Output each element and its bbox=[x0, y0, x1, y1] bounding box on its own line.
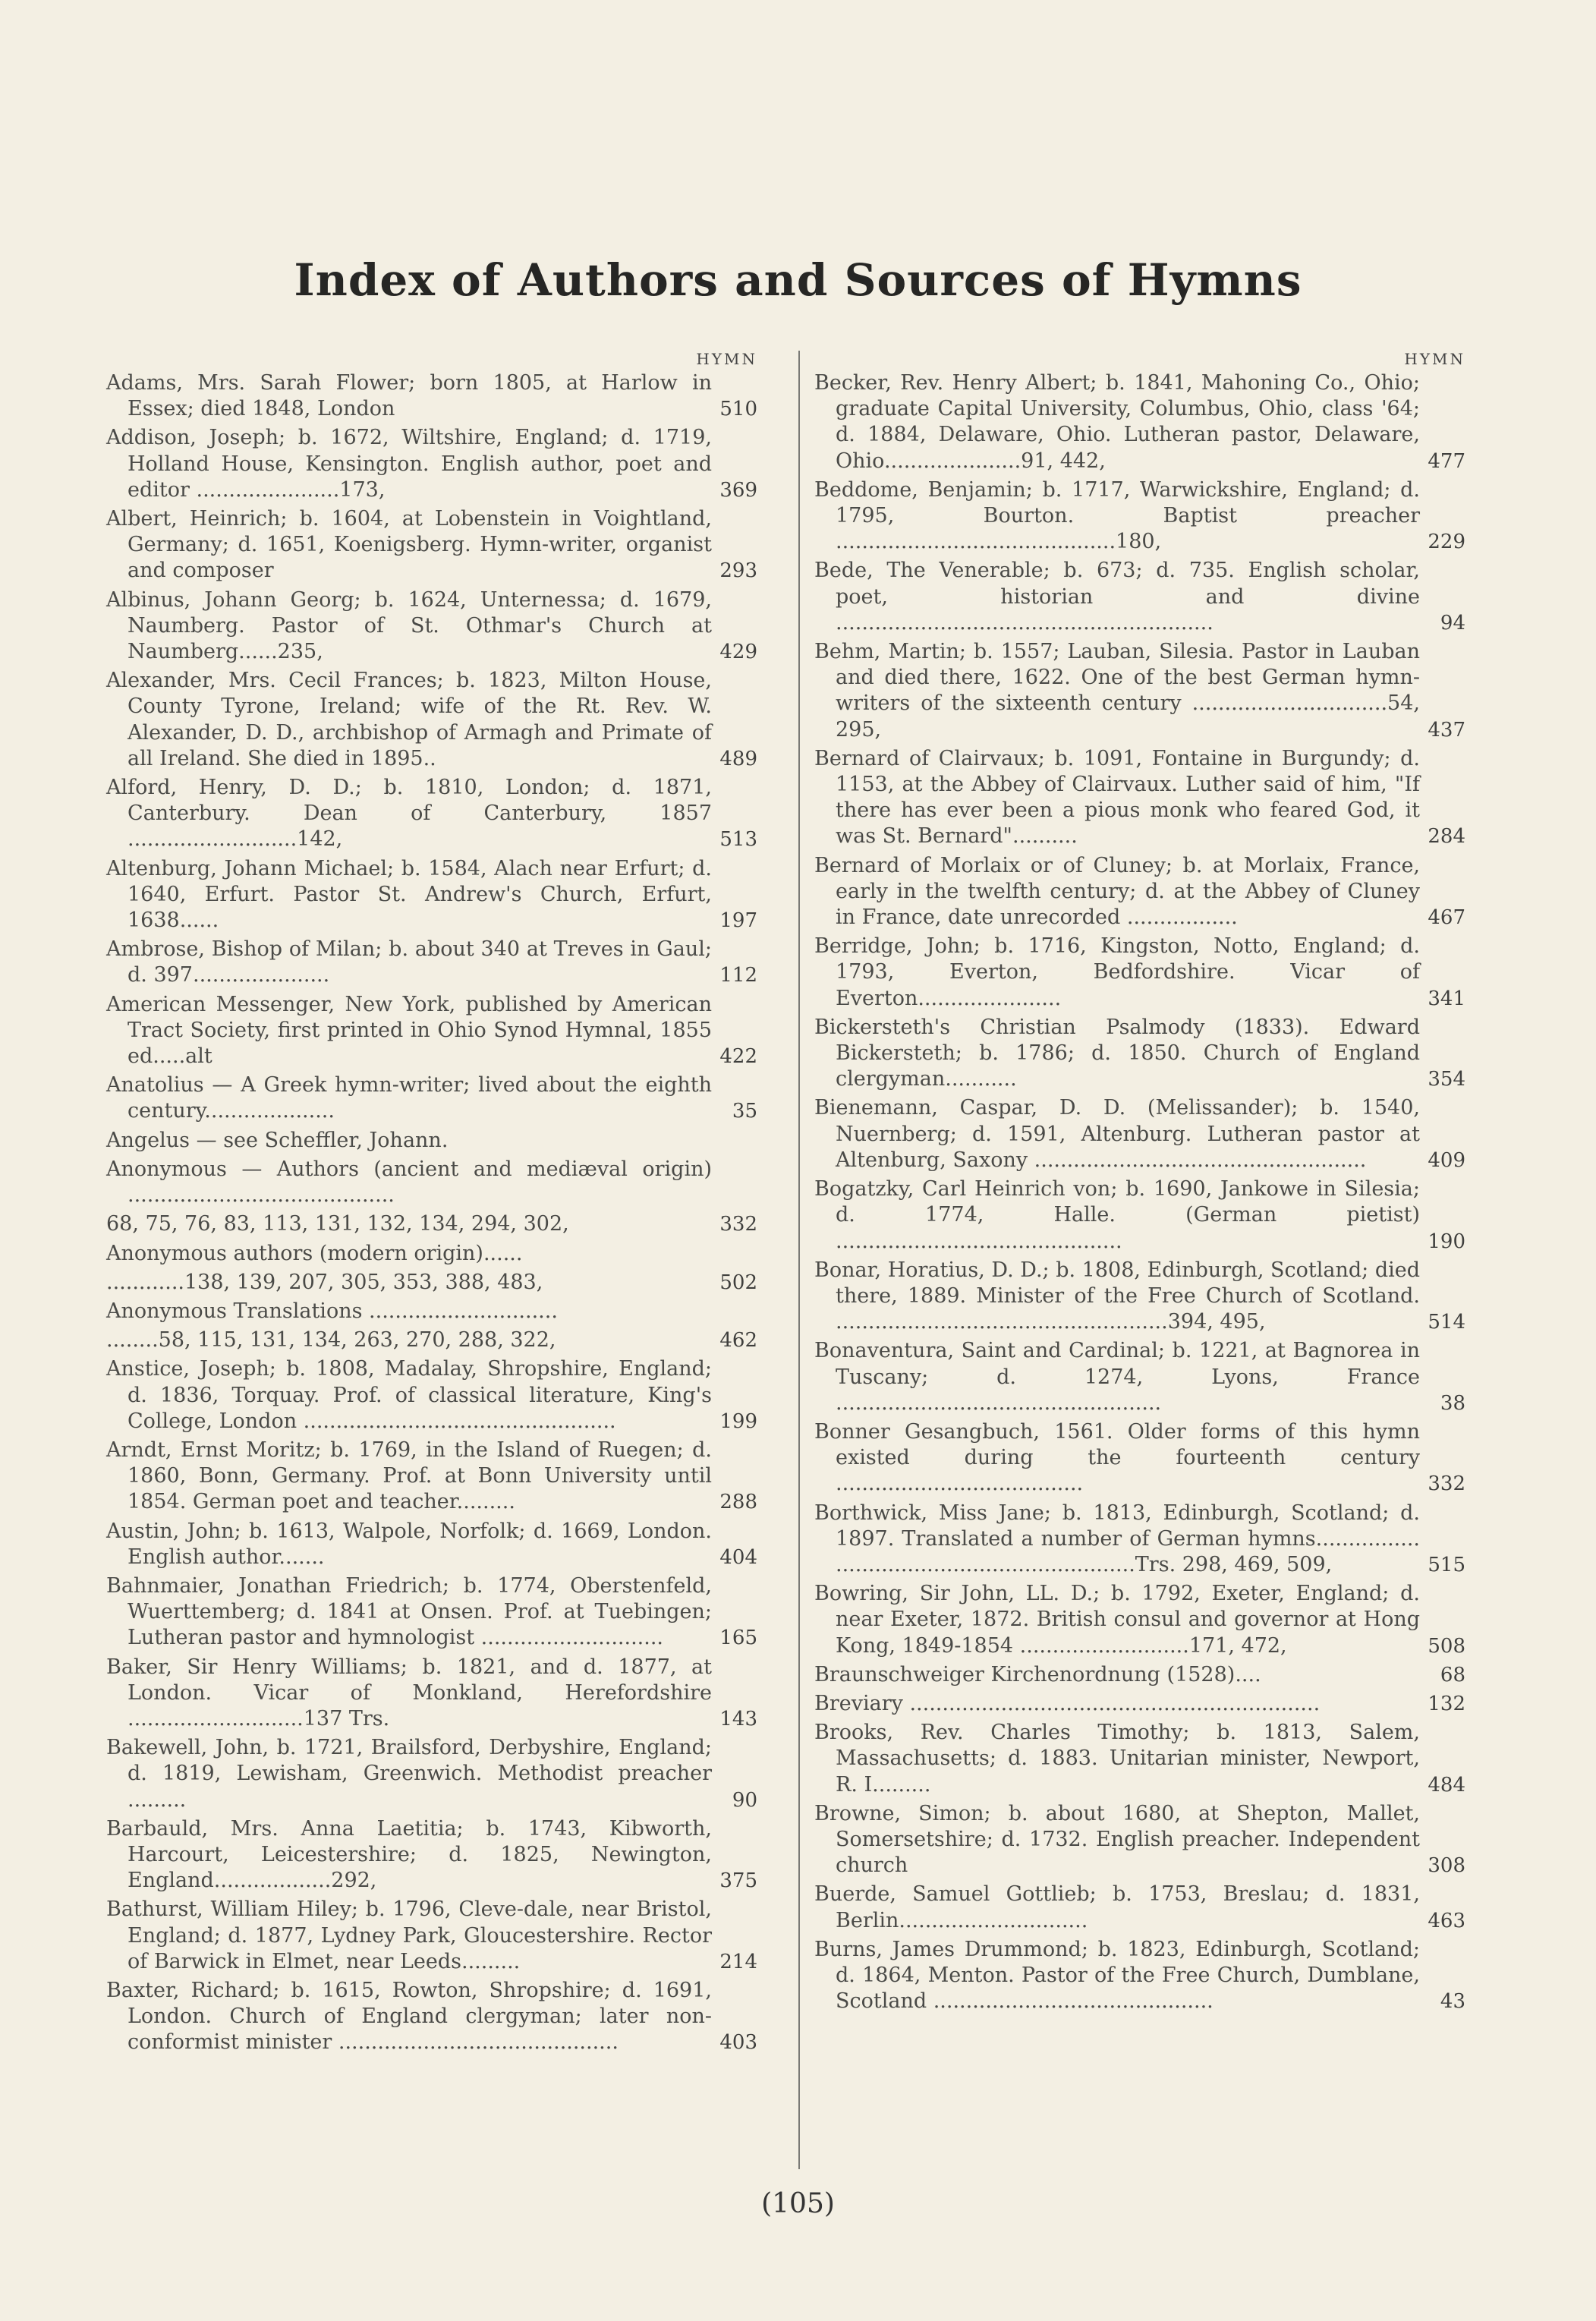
hymn-number: 409 bbox=[1428, 1148, 1465, 1172]
hymn-number: 467 bbox=[1428, 906, 1465, 930]
index-entry bbox=[106, 856, 757, 934]
entry-text: Bernard of Clairvaux; b. 1091, Fontaine in Burgundy; d. 1153, at the Abbey of Clairvaux. Luther said of him, "If there has ever been a pious monk who feared God, it was St. Bernard".......... bbox=[814, 746, 1420, 849]
entry-text: Barbauld, Mrs. Anna Laetitia; b. 1743, Kibworth, Harcourt, Leicestershire; d. 1825, Newington, England..................292, bbox=[106, 1816, 712, 1893]
hymn-number: 404 bbox=[719, 1545, 757, 1569]
hymn-number: 422 bbox=[719, 1045, 757, 1069]
hymn-number: 43 bbox=[1440, 1990, 1465, 2014]
hymn-number: 132 bbox=[1428, 1692, 1465, 1715]
index-entry bbox=[106, 1356, 757, 1434]
index-entry bbox=[106, 1816, 757, 1894]
entry-text: Braunschweiger Kirchenordnung (1528).... bbox=[814, 1662, 1261, 1686]
entry-text: Adams, Mrs. Sarah Flower; born 1805, at Harlow in Essex; died 1848, London bbox=[106, 371, 712, 421]
index-entry bbox=[814, 1691, 1465, 1717]
entry-text: Browne, Simon; b. about 1680, at Shepton, Mallet, Somersetshire; d. 1732. English preacher. Independent church bbox=[814, 1801, 1420, 1878]
entry-text: Baker, Sir Henry Williams; b. 1821, and d. 1877, at London. Vicar of Monkland, Herefordshire ...........................137 Trs. bbox=[106, 1655, 712, 1731]
hymn-number: 293 bbox=[719, 559, 757, 583]
entry-text: Berridge, John; b. 1716, Kingston, Notto, England; d. 1793, Everton, Bedfordshire. Vicar of Everton...................... bbox=[814, 934, 1420, 1010]
index-entry bbox=[106, 1897, 757, 1975]
entry-text: Alexander, Mrs. Cecil Frances; b. 1823, Milton House, County Tyrone, Ireland; wife of the Rt. Rev. W. Alexander, D. D., archbishop of Armagh and Primate of all Ireland. She died in 1895.. bbox=[106, 669, 712, 770]
entry-text: Ambrose, Bishop of Milan; b. about 340 at Treves in Gaul; d. 397..................... bbox=[106, 937, 712, 987]
index-entry bbox=[106, 775, 757, 853]
entry-text: Bogatzky, Carl Heinrich von; b. 1690, Jankowe in Silesia; d. 1774, Halle. (German pietist) ............................................ bbox=[814, 1177, 1420, 1253]
hymn-number: 308 bbox=[1428, 1854, 1465, 1878]
entry-text: Brooks, Rev. Charles Timothy; b. 1813, Salem, Massachusetts; d. 1883. Unitarian minister, Newport, R. I......... bbox=[814, 1721, 1420, 1797]
hymn-number: 429 bbox=[719, 641, 757, 664]
hymn-number: 197 bbox=[719, 909, 757, 933]
entry-text: Anatolius — A Greek hymn-writer; lived about the eighth century.................... bbox=[106, 1073, 712, 1123]
entry-text: 68, 75, 76, 83, 113, 131, 132, 134, 294, 302, bbox=[106, 1212, 569, 1236]
index-entry bbox=[814, 558, 1465, 636]
entry-text: Albert, Heinrich; b. 1604, at Lobenstein in Voightland, Germany; d. 1651, Koenigsberg. Hymn-writer, organist and composer bbox=[106, 507, 712, 583]
entry-text: American Messenger, New York, published by American Tract Society, first printed in Ohio Synod Hymnal, 1855 ed.....alt bbox=[106, 992, 712, 1069]
entry-text: Bakewell, John, b. 1721, Brailsford, Derbyshire, England; d. 1819, Lewisham, Greenwich. Methodist preacher ......... bbox=[106, 1736, 712, 1812]
hymn-number: 35 bbox=[732, 1100, 757, 1123]
index-entry bbox=[106, 992, 757, 1070]
index-entry bbox=[814, 853, 1465, 931]
column-header: HYMN bbox=[696, 350, 757, 368]
entry-text: Beddome, Benjamin; b. 1717, Warwickshire, England; d. 1795, Bourton. Baptist preacher ...........................................180, bbox=[814, 477, 1420, 554]
index-entry bbox=[814, 1937, 1465, 2015]
index-entry bbox=[814, 1258, 1465, 1336]
entry-text: Becker, Rev. Henry Albert; b. 1841, Mahoning Co., Ohio; graduate Capital University, Columbus, Ohio, class '64; d. 1884, Delaware, Ohio. Lutheran pastor, Delaware, Ohio.....................91, 442, bbox=[814, 371, 1420, 473]
entry-text: Bienemann, Caspar, D. D. (Melissander); b. 1540, Nuernberg; d. 1591, Altenburg. Lutheran pastor at Altenburg, Saxony ................................................... bbox=[814, 1096, 1420, 1172]
index-entry bbox=[814, 1176, 1465, 1255]
hymn-number: 502 bbox=[719, 1271, 757, 1294]
index-entry bbox=[106, 506, 757, 584]
index-entry bbox=[814, 639, 1465, 743]
index-entry bbox=[814, 1338, 1465, 1416]
hymn-number: 463 bbox=[1428, 1909, 1465, 1932]
entry-text: ........58, 115, 131, 134, 263, 270, 288, 322, bbox=[106, 1328, 556, 1353]
entry-text: Breviary ............................................................... bbox=[814, 1691, 1321, 1715]
index-entry bbox=[106, 1327, 757, 1353]
index-entry bbox=[106, 1438, 757, 1516]
index-entry bbox=[814, 746, 1465, 850]
hymn-number: 284 bbox=[1428, 825, 1465, 849]
entry-text: Bonaventura, Saint and Cardinal; b. 1221, at Bagnorea in Tuscany; d. 1274, Lyons, France .................................................. bbox=[814, 1339, 1420, 1415]
index-entry bbox=[106, 1655, 757, 1733]
hymn-number: 199 bbox=[719, 1409, 757, 1433]
entry-text: Altenburg, Johann Michael; b. 1584, Alach near Erfurt; d. 1640, Erfurt. Pastor St. Andrew's Church, Erfurt, 1638...... bbox=[106, 856, 712, 933]
entry-list bbox=[106, 370, 757, 2056]
entry-text: Bahnmaier, Jonathan Friedrich; b. 1774, Oberstenfeld, Wuerttemberg; d. 1841 at Onsen. Prof. at Tuebingen; Lutheran pastor and hymnologist ............................ bbox=[106, 1573, 712, 1650]
column-header: HYMN bbox=[1404, 350, 1465, 368]
hymn-number: 68 bbox=[1440, 1663, 1465, 1686]
entry-text: Anonymous Translations ............................. bbox=[106, 1299, 558, 1323]
entry-text: Bathurst, William Hiley; b. 1796, Cleve-dale, near Bristol, England; d. 1877, Lydney Park, Gloucestershire. Rector of Barwick in Elmet, near Leeds......... bbox=[106, 1897, 712, 1973]
hymn-number: 354 bbox=[1428, 1068, 1465, 1091]
hymn-number: 513 bbox=[719, 828, 757, 852]
index-entry bbox=[106, 1211, 757, 1237]
index-entry bbox=[814, 1720, 1465, 1798]
index-entry bbox=[106, 1241, 757, 1267]
index-entry bbox=[106, 425, 757, 503]
entry-text: Bernard of Morlaix or of Cluney; b. at Morlaix, France, early in the twelfth century; d. at the Abbey of Cluney in France, date unrecorded ................. bbox=[814, 853, 1420, 930]
page-number: (105) bbox=[761, 2188, 835, 2219]
hymn-number: 508 bbox=[1428, 1634, 1465, 1658]
index-entry bbox=[814, 1015, 1465, 1093]
hymn-number: 90 bbox=[732, 1788, 757, 1812]
hymn-number: 214 bbox=[719, 1950, 757, 1973]
index-entry bbox=[106, 1519, 757, 1570]
hymn-number: 143 bbox=[719, 1707, 757, 1731]
entry-text: Anonymous authors (modern origin)...... bbox=[106, 1241, 523, 1265]
hymn-number: 437 bbox=[1428, 718, 1465, 742]
hymn-number: 369 bbox=[719, 478, 757, 502]
index-entry bbox=[106, 1157, 757, 1208]
hymn-number: 462 bbox=[719, 1329, 757, 1353]
entry-text: Burns, James Drummond; b. 1823, Edinburgh, Scotland; d. 1864, Menton. Pastor of the Free Church, Dumblane, Scotland ........................................... bbox=[814, 1937, 1420, 2014]
hymn-number: 403 bbox=[719, 2031, 757, 2055]
entry-list bbox=[814, 370, 1465, 2014]
entry-text: Addison, Joseph; b. 1672, Wiltshire, England; d. 1719, Holland House, Kensington. English author, poet and editor ......................173, bbox=[106, 426, 712, 502]
index-entry bbox=[814, 934, 1465, 1012]
index-column-right bbox=[814, 348, 1465, 2017]
column-divider bbox=[798, 351, 800, 2169]
hymn-number: 489 bbox=[719, 747, 757, 770]
entry-text: Bowring, Sir John, LL. D.; b. 1792, Exeter, England; d. near Exeter, 1872. British consul and governor at Hong Kong, 1849-1854 ..........................171, 472, bbox=[814, 1582, 1420, 1658]
entry-text: Austin, John; b. 1613, Walpole, Norfolk; d. 1669, London. English author....... bbox=[106, 1519, 712, 1569]
hymn-number: 165 bbox=[719, 1627, 757, 1650]
hymn-number: 38 bbox=[1440, 1391, 1465, 1415]
entry-text: Bede, The Venerable; b. 673; d. 735. English scholar, poet, historian and divine .......................................................... bbox=[814, 559, 1420, 635]
index-entry bbox=[814, 1801, 1465, 1879]
index-entry bbox=[814, 1419, 1465, 1497]
hymn-number: 112 bbox=[719, 964, 757, 987]
hymn-number: 94 bbox=[1440, 611, 1465, 635]
hymn-number: 332 bbox=[1428, 1472, 1465, 1496]
hymn-number: 332 bbox=[719, 1213, 757, 1236]
entry-text: ............138, 139, 207, 305, 353, 388, 483, bbox=[106, 1270, 543, 1294]
index-entry bbox=[814, 1501, 1465, 1579]
index-entry bbox=[106, 668, 757, 772]
hymn-number: 229 bbox=[1428, 531, 1465, 554]
hymn-number: 341 bbox=[1428, 987, 1465, 1010]
index-entry bbox=[106, 1573, 757, 1652]
hymn-number: 510 bbox=[719, 398, 757, 421]
hymn-number: 190 bbox=[1428, 1230, 1465, 1253]
entry-text: Arndt, Ernst Moritz; b. 1769, in the Island of Ruegen; d. 1860, Bonn, Germany. Prof. at Bonn University until 1854. German poet and teacher......... bbox=[106, 1438, 712, 1514]
entry-text: Bonner Gesangbuch, 1561. Older forms of this hymn existed during the fourteenth century ...................................... bbox=[814, 1419, 1420, 1496]
index-entry bbox=[814, 477, 1465, 556]
hymn-number: 375 bbox=[719, 1869, 757, 1893]
entry-text: Angelus — see Scheffler, Johann. bbox=[106, 1128, 449, 1152]
hymn-number: 477 bbox=[1428, 449, 1465, 473]
hymn-number: 515 bbox=[1428, 1553, 1465, 1576]
entry-text: Bickersteth's Christian Psalmody (1833). Edward Bickersteth; b. 1786; d. 1850. Church of England clergyman........... bbox=[814, 1015, 1420, 1091]
hymn-number: 288 bbox=[719, 1491, 757, 1514]
entry-text: Behm, Martin; b. 1557; Lauban, Silesia. Pastor in Lauban and died there, 1622. One of the best German hymn-writers of the sixteenth century ..............................54, 295, bbox=[814, 640, 1420, 742]
index-entry bbox=[106, 1072, 757, 1124]
index-entry bbox=[106, 370, 757, 422]
index-entry bbox=[814, 370, 1465, 474]
index-entry bbox=[106, 937, 757, 988]
entry-text: Bonar, Horatius, D. D.; b. 1808, Edinburgh, Scotland; died there, 1889. Minister of the Free Church of Scotland. ...................................................394, 495, bbox=[814, 1258, 1420, 1334]
entry-text: Borthwick, Miss Jane; b. 1813, Edinburgh, Scotland; d. 1897. Translated a number of German hymns................ ..............................................Trs. 298, 469, 509, bbox=[814, 1501, 1420, 1576]
hymn-number: 484 bbox=[1428, 1773, 1465, 1797]
entry-text: Baxter, Richard; b. 1615, Rowton, Shropshire; d. 1691, London. Church of England clergyman; later non-conformist minister ........................................... bbox=[106, 1978, 712, 2055]
index-entry bbox=[814, 1095, 1465, 1173]
index-entry bbox=[106, 1128, 757, 1154]
page-title: Index of Authors and Sources of Hymns bbox=[294, 254, 1302, 306]
hymn-number: 514 bbox=[1428, 1311, 1465, 1334]
entry-text: Anstice, Joseph; b. 1808, Madalay, Shropshire, England; d. 1836, Torquay. Prof. of classical literature, King's College, London ................................................ bbox=[106, 1357, 712, 1433]
index-entry bbox=[106, 1299, 757, 1324]
entry-text: Buerde, Samuel Gottlieb; b. 1753, Breslau; d. 1831, Berlin............................. bbox=[814, 1882, 1420, 1932]
entry-text: Albinus, Johann Georg; b. 1624, Unternessa; d. 1679, Naumberg. Pastor of St. Othmar's Church at Naumberg......235, bbox=[106, 587, 712, 664]
index-column-left bbox=[106, 348, 757, 2059]
index-entry bbox=[106, 1270, 757, 1296]
index-entry bbox=[106, 587, 757, 666]
index-entry bbox=[814, 1662, 1465, 1688]
entry-text: Anonymous — Authors (ancient and mediæval origin) ......................................... bbox=[106, 1157, 712, 1208]
index-entry bbox=[814, 1882, 1465, 1933]
index-entry bbox=[106, 1978, 757, 2056]
index-entry bbox=[106, 1735, 757, 1813]
index-entry bbox=[814, 1581, 1465, 1659]
entry-text: Alford, Henry, D. D.; b. 1810, London; d. 1871, Canterbury. Dean of Canterbury, 1857 ..........................142, bbox=[106, 776, 712, 852]
